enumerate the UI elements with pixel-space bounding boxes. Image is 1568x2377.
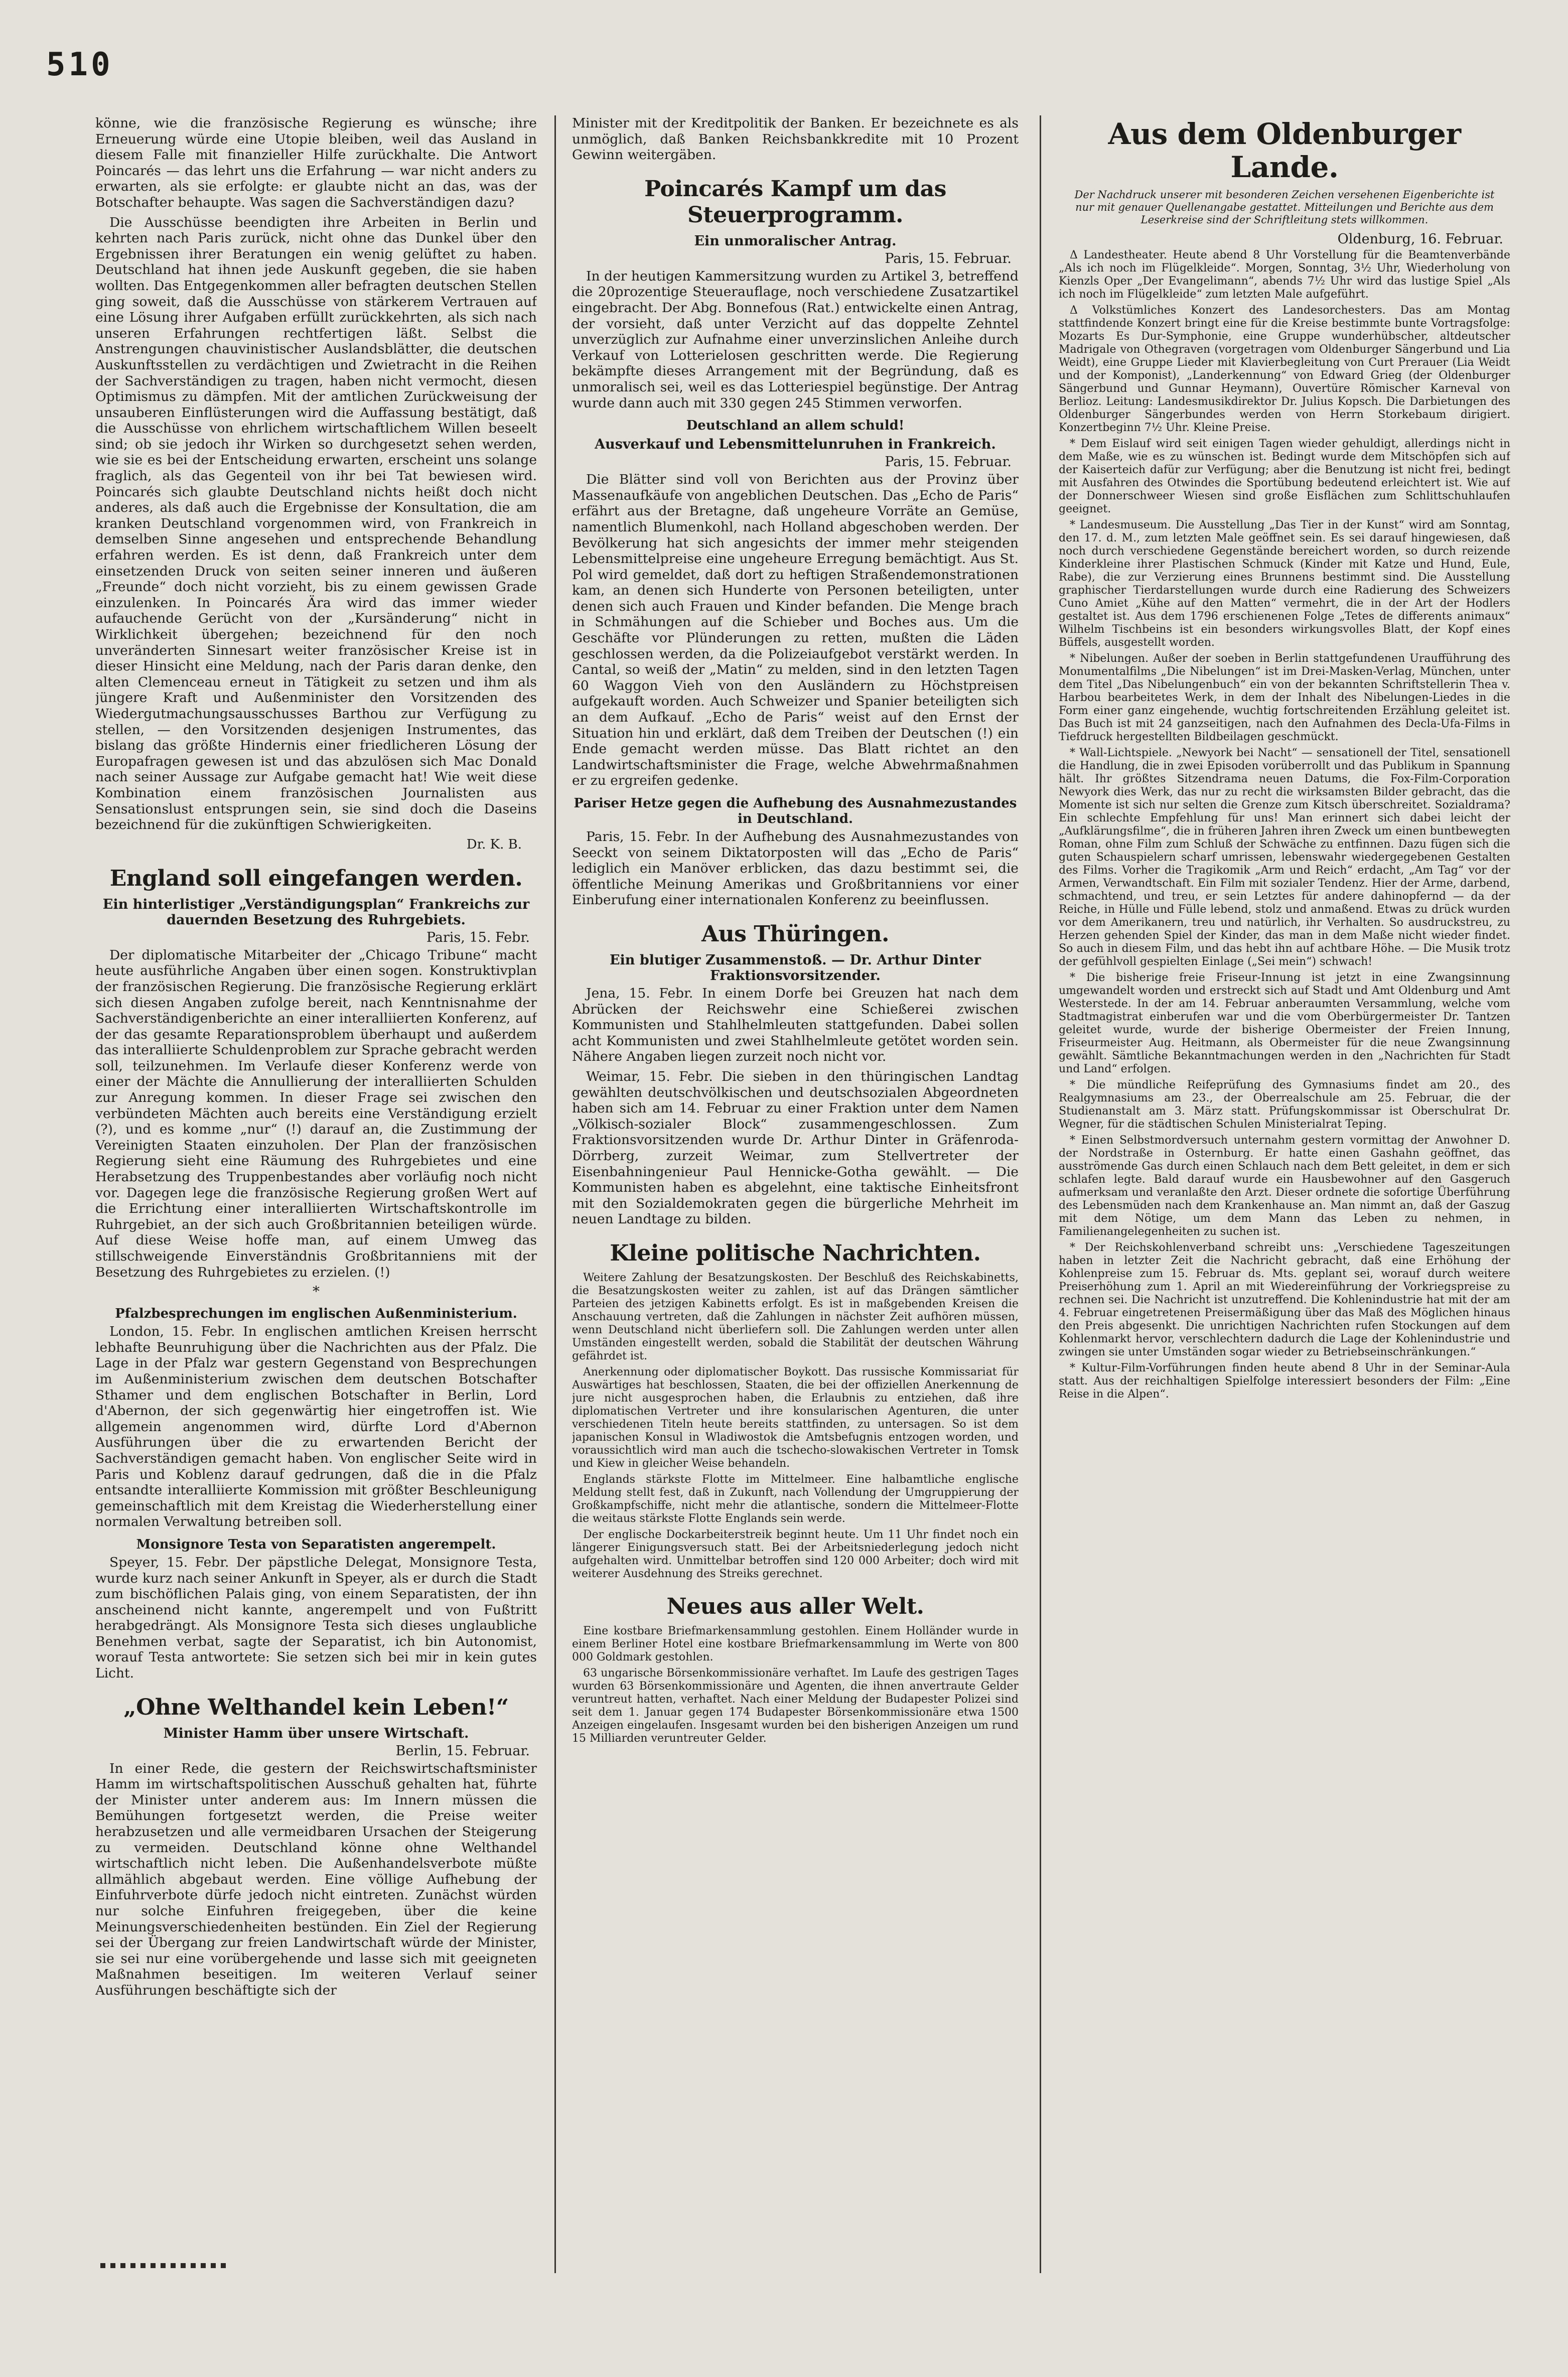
news-item: Weitere Zahlung der Besatzungskosten. Der Beschluß des Reichskabinetts, die Besatzungskosten weiter zu zahlen, ist auf das Drängen sämtlicher Parteien des jetzigen Kabinetts erfolgt. Es ist in maßgebenden Kreisen die Anschauung vertreten, daß die Zahlungen in nächster Zeit aufhören müssen, wenn Deutschland nicht überliefern soll. Die Zahlungen werden unter allen Umständen eingestellt werden, sobald die Stabilität der deutschen Währung gefährdet ist. <box>572 1271 1019 1362</box>
article-subtitle-welthandel: Minister Hamm über unsere Wirtschaft. <box>163 1725 469 1741</box>
news-item: Anerkennung oder diplomatischer Boykott. Das russische Kommissariat für Auswärtiges hat beschlossen, Staaten, die bei der offiziellen Anerkennung de jure nicht ausgesprochen haben, die Erlaubnis zu entziehen, daß ihre diplomatischen Vertreter und ihre konsularischen Agenturen, die unter verschiedenen Titeln heute bereits stattfinden, zu untersagen. So ist dem japanischen Konsul in Wladiwostok die Amtsbefugnis entzogen worden, und voraussichtlich wird man auch die tschecho-slowakischen Vertreter in Tomsk und Kiew in gleicher Weise behandeln. <box>572 1365 1019 1470</box>
local-news-item: * Einen Selbstmordversuch unternahm gestern vormittag der Anwohner D. der Nordstraße in Osternburg. Er hatte einen Gashahn geöffnet, das ausströmende Gas durch einen Schlauch nach dem Bett geleitet, in dem er sich schlafen legte. Bald darauf wurde ein Hausbewohner auf den Gasgeruch aufmerksam und veranlaßte den Arzt. Dieser ordnete die sofortige Überführung des Lebensmüden nach dem Krankenhause an. Man nimmt an, daß der Gaszug mit dem Nötige, um dem Mann das Leben zu nehmen, in Familienangelegenheiten zu suchen ist. <box>1059 1134 1510 1238</box>
local-news-item: * Die bisherige freie Friseur-Innung ist jetzt in eine Zwangsinnung umgewandelt worden und erstreckt sich auf Stadt und Amt Oldenburg und Amt Westerstede. In der am 14. Februar anberaumten Versammlung, welche vom Stadtmagistrat einberufen war und die vom Oberbürgermeister Dr. Tantzen geleitet wurde, wurde der bisherige Obermeister der Freien Innung, Friseurmeister Aug. Heitmann, als Obermeister für die neue Zwangsinnung gewählt. Sämtliche Bekanntmachungen werden in den „Nachrichten für Stadt und Land“ erfolgen. <box>1059 971 1510 1075</box>
article-paragraph: Der diplomatische Mitarbeiter der „Chicago Tribune“ macht heute ausführliche Angaben über einen sogen. Konstruktivplan der französischen Regierung. Die französische Regierung erklärt sich diesen Angaben zufolge bereit, nach Kenntnisnahme der Sachverständigenberichte an einer interalliierten Konferenz, auf der das gesamte Reparationsproblem überhaupt und außerdem das interalliierte Schuldenproblem zur Sprache gebracht werden soll, teilzunehmen. Im Verlaufe dieser Konferenz werde von einer der Mächte die Annullierung der interalliierten Schulden zur Anregung kommen. In dieser Frage sei zwischen den verbündeten Mächten auch bereits eine Verständigung erzielt (?), und es komme „nur“ (!) darauf an, die Zustimmung der Vereinigten Staaten einzuholen. Der Plan der französischen Regierung sieht eine Räumung des Ruhrgebietes und eine Herabsetzung des Truppenbestandes aber vorläufig noch nicht vor. Dagegen lege die französische Regierung großen Wert auf die Errichtung einer interalliierten Wirtschaftskontrolle im Ruhrgebiet, an der sich auch Großbritannien beteiligen würde. Auf diese Weise hoffe man, auf einem Umweg das stillschweigende Einverständnis Großbritanniens mit der Besetzung des Ruhrgebietes zu erzielen. (!) <box>95 947 537 1280</box>
local-news-item: * Nibelungen. Außer der soeben in Berlin stattgefundenen Uraufführung des Monumentalfilms „Die Nibelungen“ ist im Drei-Masken-Verlag, München, unter dem Titel „Das Nibelungenbuch“ ein von der bekannten Schriftstellerin Thea v. Harbou bearbeitetes Werk, in dem der Inhalt des Nibelungen-Liedes in die Form einer ganz eingehende, wuchtig fortschreitenden Erzählung geleitet ist. Das Buch ist mit 24 ganzseitigen, nach den Aufnahmen des Decla-Ufa-Films in Tiefdruck hergestellten Bildbeilagen geschmückt. <box>1059 652 1510 743</box>
opening-paragraph: Die Ausschüsse beendigten ihre Arbeiten in Berlin und kehrten nach Paris zurück, nicht ohne das Dunkel über den Ergebnissen ihrer Beratungen ein wenig gelüftet zu haben. Deutschland hat ihnen jede Auskunft gegeben, die sie haben wollten. Das Entgegenkommen aller befragten deutschen Stellen ging soweit, daß die Ausschüsse von stärkerem Vertrauen auf eine Lösung ihrer Aufgaben erfüllt zurückkehrten, als sich nach unseren Erfahrungen rechtfertigen läßt. Selbst die Anstrengungen chauvinistischer Auslandsblätter, die deutschen Auskunftsstellen zu verdächtigen und Zwietracht in die Reihen der Sachverständigen zu tragen, haben nicht vermocht, diesen Optimismus zu dämpfen. Mit der amtlichen Zurückweisung der unsauberen Einflüsterungen wird die Auffassung bestätigt, daß die Ausschüsse von ehrlichem wirtschaftlichem Willen beseelt sind; ob sie jedoch ihr Wirken so durchgesetzt sehen werden, wie sie es bei der Entscheidung erwarten, erscheint uns solange fraglich, als das Gegenteil von ihr bei Tat bewiesen wird. Poincarés sich glaubte Deutschland nichts heißt doch nicht anderes, als daß auch die Ergebnisse der Konsultation, die am kranken Deutschland vorgenommen wird, von Frankreich in demselben Sinne angesehen und entsprechende Behandlung erfahren werden. Es ist denn, daß Frankreich unter dem einsetzenden Druck von seiten seiner inneren und äußeren „Freunde“ doch nicht vorzieht, bis zu einem gewissen Grade einzulenken. In Poincarés Ära wird das immer wieder aufauchende Gerücht von der „Kursänderung“ nicht in Wirklichkeit übergehen; bezeichnend für den noch unveränderten Sinnesart weiter französischer Kreise ist in dieser Hinsicht eine Meldung, nach der Paris daran denke, den alten Clemenceau erneut in Tätigkeit zu setzen und ihm als jüngere Kraft und Außenminister den Vorsitzenden des Wiedergutmachungsausschusses Barthou zur Verfügung zu stellen, — den Vorsitzenden desjenigen Instrumentes, das bislang das größte Hindernis einer friedlicheren Lösung der Europafragen gewesen ist und das abzulösen sich Mac Donald nach seiner Aussage zur Aufgabe gemacht hat! Wie weit diese Kombination einem französischen Journalisten aus Sensationslust entsprungen sein, sie sind doch die Daseins bezeichnend für die zukünftigen Schwierigkeiten. <box>95 214 537 833</box>
article-paragraph: London, 15. Febr. In englischen amtlichen Kreisen herrscht lebhafte Beunruhigung über die Nachrichten aus der Pfalz. Die Lage in der Pfalz war gestern Gegenstand von Besprechungen im Außenministerium zwischen dem deutschen Botschafter Sthamer und dem englischen Botschafter in Berlin, Lord d'Abernon, der sich gegenwärtig hier eingetroffen ist. Wie allgemein angenommen wird, dürfte Lord d'Abernon Ausführungen über die zu erwartenden Bericht der Sachverständigen gemacht haben. Von englischer Seite wird in Paris und Koblenz darauf gedrungen, daß die in die Pfalz entsandte interalliierte Kommission mit größter Beschleunigung gemeinschaftlich mit dem Kreistag die Wiederherstellung einer normalen Verwaltung betreiben soll. <box>95 1324 537 1530</box>
dateline: Oldenburg, 16. Februar. <box>1337 231 1503 247</box>
local-news-item: * Der Reichskohlenverband schreibt uns: „Verschiedene Tageszeitungen haben in letzter Zeit die Nachricht gebracht, daß eine Erhöhung der Kohlenpreise zum 15. Februar ds. Mts. geplant sei, worauf durch weitere Preiserhöhung zum 1. April an mit Wiedereinführung der Vorkriegspreise zu rechnen sei. Die Nachricht ist unzutreffend. Die Kohlenindustrie hat mit der am 4. Februar eingetretenen Preisermäßigung über das Maß des Möglichen hinaus den Preis abgesenkt. Die unrichtigen Nachrichten rufen Stockungen auf dem Kohlenmarkt hervor, verschlechtern dadurch die Lage der Kohlenindustrie und zwingen sie unter Umständen sogar wieder zu Betriebseinschränkungen.“ <box>1059 1241 1510 1358</box>
section-headline-oldenburg: Aus dem Oldenburger Lande. <box>1108 117 1461 184</box>
page-number: 510 <box>46 46 113 83</box>
local-news-item: * Landesmuseum. Die Ausstellung „Das Tier in der Kunst“ wird am Sonntag, den 17. d. M., zum letzten Male geöffnet sein. Es sei darauf hingewiesen, daß noch durch verschiedene Gegenstände bereichert worden, so durch reizende Kinderkleine ihrer Plastischen Schmuck (Kinder mit Katze und Hund, Eule, Rabe), die zur Verzierung eines Brunnens bestimmt sind. Die Ausstellung graphischer Tierdarstellungen wurde durch eine Radierung des Schweizers Cuno Amiet „Kühe auf den Matten“ vermehrt, die in der Art der Hodlers gestaltet ist. Aus dem 1796 erschienenen Folge „Tetes de differents animaux“ Wilhelm Tischbeins ist ein besonders wirkungsvolles Blatt, der Kopf eines Büffels, ausgestellt worden. <box>1059 519 1510 649</box>
article-subtitle-england: Ein hinterlistiger „Verständigungsplan“ Frankreichs zur dauernden Besetzung des Ruhrgebiets. <box>102 896 530 928</box>
article-subtitle-poincare: Ein unmoralischer Antrag. <box>694 233 897 249</box>
local-news-item: * Kultur-Film-Vorführungen finden heute abend 8 Uhr in der Seminar-Aula statt. Aus der reichhaltigen Spielfolge interessiert besonders der Film: „Eine Reise in die Alpen“. <box>1059 1362 1510 1401</box>
author-signature: Dr. K. B. <box>466 836 522 852</box>
article-headline-thueringen: Aus Thüringen. <box>701 921 889 947</box>
column-rule-left <box>554 115 556 2273</box>
column-left <box>95 115 537 2273</box>
article-paragraph: Paris, 15. Febr. In der Aufhebung des Ausnahmezustandes von Seeckt von seinem Diktatorposten will das „Echo de Paris“ lediglich ein Manöver erblicken, das dazu bestimmt sei, die öffentliche Meinung Amerikas und Großbritanniens vor einer Einberufung einer internationalen Konferenz zu beeinflussen. <box>572 829 1019 908</box>
article-subtitle-deutschland: Ausverkauf und Lebensmittelunruhen in Frankreich. <box>595 437 996 453</box>
article-headline-kleine: Kleine politische Nachrichten. <box>610 1240 981 1266</box>
article-paragraph: Jena, 15. Febr. In einem Dorfe bei Greuzen hat nach dem Abrücken der Reichswehr eine Schießerei zwischen Kommunisten und Stahlhelmleuten stattgefunden. Dabei sollen acht Kommunisten und zwei Stahlhelmleute getötet worden sein. Nähere Angaben liegen zurzeit noch nicht vor. <box>572 985 1019 1065</box>
article-paragraph: Weimar, 15. Febr. Die sieben in den thüringischen Landtag gewählten deutschvölkischen und deutschsozialen Abgeordneten haben sich am 14. Februar zu einer Fraktion unter dem Namen „Völkisch-sozialer Block“ zusammengeschlossen. Zum Fraktionsvorsitzenden wurde Dr. Arthur Dinter in Gräfenroda-Dörrberg, zurzeit Weimar, zum Stellvertreter der Eisenbahningenieur Paul Hennicke-Gotha gewählt. — Die Kommunisten haben es abgelehnt, eine taktische Einheitsfront mit den Sozialdemokraten gegen die bürgerliche Mehrheit im neuen Landtage zu bilden. <box>572 1068 1019 1227</box>
section-note: Der Nachdruck unserer mit besonderen Zeichen versehenen Eigenberichte ist nur mit genauer Quellenangabe gestattet. Mitteilungen und Berichte aus dem Leserkreise sind der Schriftleitung stets willkommen. <box>1074 189 1495 226</box>
article-headline-england: England soll eingefangen werden. <box>109 865 523 891</box>
opening-paragraph: könne, wie die französische Regierung es wünsche; ihre Erneuerung würde eine Utopie bleiben, weil das Ausland in diesem Falle mit finanzieller Hilfe zurückhalte. Die Antwort Poincarés — das lehrt uns die Erfahrung — war nicht anders zu erwarten, als sie erfolgte: er glaubte nicht an das, was der Botschafter behaupte. Was sagen die Sachverständigen dazu? <box>95 115 537 210</box>
dateline: Paris, 15. Februar. <box>885 454 1012 470</box>
local-news-item: * Dem Eislauf wird seit einigen Tagen wieder gehuldigt, allerdings nicht in dem Maße, wie es zu wünschen ist. Bedingt wurde dem Mitschöpfen sich auf der Kaiserteich dafür zur Verfügung; aber die Benutzung ist nicht frei, bedingt mit Ausfahren des Otwindes die Sportübung bedeutend erleichtert ist. Wie auf der Donnerschweer Wiesen sind große Eisflächen zum Schlittschuhlaufen geeignet. <box>1059 438 1510 515</box>
news-item: Eine kostbare Briefmarkensammlung gestohlen. Einem Holländer wurde in einem Berliner Hotel eine kostbare Briefmarkensammlung im Werte von 800 000 Goldmark gestohlen. <box>572 1624 1019 1663</box>
local-news-item: * Wall-Lichtspiele. „Newyork bei Nacht“ — sensationell der Titel, sensationell die Handlung, die in zwei Episoden vorüberrollt und das Publikum in Spannung hält. Ihr größtes Sitzendrama neuen Datums, die Fox-Film-Corporation Newyork dies Werk, das nur zu recht die wirksamsten Bilder gebracht, das die Momente ist sich nur selten die Grenze zum Kitsch überschreitet. Sozialdrama? Ein schlechte Empfehlung für uns! Man erinnert sich dabei leicht der „Aufklärungsfilme“, die in früheren Jahren ihren Zweck um einen buntbewegten Roman, ohne Film zum Schluß der Schwäche zu entfinnen. Dazu fügen sich die guten Schauspielern scharf umrissen, lebenswahr wiedergegebenen Gestalten des Films. Vorher die Tragikomik „Arm und Reich“ erdacht, „Am Tag“ vor der Armen, Verwandtschaft. Ein Film mit sozialer Tendenz. Hier der Arme, darbend, schmachtend, und treu, er sein Letztes für andere dahinopfernd — da der Reiche, in Hülle und Fülle lebend, stolz und anmaßend. Etwas zu drück wurden vor dem Amerikanern, treu und natürlich, ihr Verhalten. So ausdruckstreu, zu Herzen gehenden Spiel der Kinder, das man in dem Maße nicht wieder findet. So auch in diesem Film, und das hebt ihn auf achtbare Höhe. — Die Musik trotz der gefühlvoll gespielten Einlage („Sei mein“) schwach! <box>1059 747 1510 968</box>
article-headline-deutschland: Deutschland an allem schuld! <box>686 418 905 434</box>
dateline: Berlin, 15. Februar. <box>395 1743 530 1759</box>
article-paragraph: In einer Rede, die gestern der Reichswirtschaftsminister Hamm im wirtschaftspolitischen Ausschuß gehalten hat, führte der Minister unter anderem aus: Im Innern müssen die Bemühungen fortgesetzt werden, die Preise weiter herabzusetzen und alle vermeidbaren Ursachen der Steigerung zu vermeiden. Deutschland könne ohne Welthandel wirtschaftlich nicht leben. Die Außenhandelsverbote müßte allmählich abgebaut werden. Eine völlige Aufhebung der Einfuhrverbote dürfe jedoch nicht eintreten. Zunächst würden nur solche Einfuhren freigegeben, über die keine Meinungsverschiedenheiten bestünden. Ein Ziel der Regierung sei der Übergang zur freien Landwirtschaft würde der Minister, sie sei nur eine vorübergehende und lasse sich mit geeigneten Maßnahmen beseitigen. Im weiteren Verlauf seiner Ausführungen beschäftigte sich der <box>95 1760 537 1998</box>
dateline: Paris, 15. Febr. <box>426 929 530 945</box>
article-headline-welthandel: „Ohne Welthandel kein Leben!“ <box>123 1694 509 1720</box>
local-news-item: * Die mündliche Reifeprüfung des Gymnasiums findet am 20., des Realgymnasiums am 23., der Oberrealschule am 25. Februar, die der Studienanstalt am 3. März statt. Prüfungskommissar ist Oberschulrat Dr. Wegner, für die städtischen Schulen Ministerialrat Teping. <box>1059 1079 1510 1131</box>
print-mark <box>100 2263 231 2268</box>
column-rule-right <box>1040 115 1041 2273</box>
article-subtitle-thueringen: Ein blutiger Zusammenstoß. — Dr. Arthur Dinter Fraktionsvorsitzender. <box>609 952 981 984</box>
column-middle <box>572 115 1019 2273</box>
article-paragraph: Speyer, 15. Febr. Der päpstliche Delegat, Monsignore Testa, wurde kurz nach seiner Ankunft in Speyer, als er durch die Stadt zum bischöflichen Palais ging, von einem Separatisten, der ihn anscheinend nicht kannte, angerempelt und von Fußtritt herabgedrängt. Als Monsignore Testa sich dieses unglaubliche Benehmen verbat, sagte der Separatist, ich bin Autonomist, worauf Testa antwortete: Sie setzen sich bei mir in kein gutes Licht. <box>95 1554 537 1682</box>
article-headline-neues: Neues aus aller Welt. <box>666 1593 924 1619</box>
news-item: 63 ungarische Börsenkommissionäre verhaftet. Im Laufe des gestrigen Tages wurden 63 Börsenkommissionäre und Agenten, die ihnen anvertraute Gelder veruntreut hatten, verhaftet. Nach einer Meldung der Budapester Polizei sind seit dem 1. Januar gegen 174 Budapester Börsenkommissionäre etwa 1500 Anzeigen eingelaufen. Insgesamt wurden bei den bisherigen Anzeigen um rund 15 Milliarden veruntreuter Gelder. <box>572 1666 1019 1745</box>
dateline: Paris, 15. Februar. <box>885 250 1012 266</box>
article-headline-pfalz: Pfalzbesprechungen im englischen Außenministerium. <box>115 1306 517 1322</box>
separator-star: * <box>313 1283 320 1300</box>
article-headline-testa: Monsignore Testa von Separatisten angerempelt. <box>136 1536 496 1552</box>
local-news-item: Δ Landestheater. Heute abend 8 Uhr Vorstellung für die Beamtenverbände „Als ich noch im Flügelkleide“. Morgen, Sonntag, 3½ Uhr, Wiederholung von Kienzls Oper „Der Evangelimann“, abends 7½ Uhr wird das lustige Spiel „Als ich noch im Flügelkleide“ zum letzten Male aufgeführt. <box>1059 249 1510 301</box>
article-paragraph: In der heutigen Kammersitzung wurden zu Artikel 3, betreffend die 20prozentige Steuerauflage, noch verschiedene Zusatzartikel eingebracht. Der Abg. Bonnefous (Rat.) entwickelte einen Antrag, der vorsieht, daß unter Verzicht auf das doppelte Zehntel unverzüglich zur Aufnahme einer unverzinslichen Anleihe durch Verkauf von Lotterielosen geschritten werde. Die Regierung bekämpfte dieses Arrangement mit der Begründung, daß es unmoralisch sei, weil es das Lotteriespiel begünstige. Der Antrag wurde dann auch mit 330 gegen 245 Stimmen verworfen. <box>572 268 1019 411</box>
article-headline-poincare: Poincarés Kampf um das Steuerprogramm. <box>644 176 946 228</box>
news-item: Englands stärkste Flotte im Mittelmeer. Eine halbamtliche englische Meldung stellt fest, daß in Zukunft, nach Vollendung der Umgruppierung der Großkampfschiffe, nicht mehr die atlantische, sondern die Mittelmeer-Flotte die weitaus stärkste Flotte Englands sein werde. <box>572 1473 1019 1525</box>
article-paragraph: Die Blätter sind voll von Berichten aus der Provinz über Massenaufkäufe von angeblichen Deutschen. Das „Echo de Paris“ erfährt aus der Bretagne, daß ungeheure Vorräte an Gemüse, namentlich Blumenkohl, nach Holland abgeschoben werden. Der Bevölkerung hat sich angesichts der immer mehr steigenden Lebensmittelpreise eine ungeheure Erregung bemächtigt. Aus St. Pol wird gemeldet, daß dort zu heftigen Straßendemonstrationen kam, an denen sich Hunderte von Personen beteiligten, unter denen sich auch Frauen und Kinder befanden. Die Menge brach in Schmähungen auf die Schieber und Boches aus. Um die Geschäfte vor Plünderungen zu retten, mußten die Läden geschlossen werden, da die Polizeiaufgebot verstärkt werden. In Cantal, so weiß der „Matin“ zu melden, sind in den letzten Tagen 60 Waggon Vieh von den Ausländern zu Höchstpreisen aufgekauft worden. Auch Schweizer und Spanier beteiligten sich an dem Aufkauf. „Echo de Paris“ weist auf den Ernst der Situation hin und erklärt, daß dem Treiben der Deutschen (!) ein Ende gemacht werden müsse. Das Blatt richtet an den Landwirtschaftsminister die Frage, welche Abwehrmaßnahmen er zu ergreifen gedenke. <box>572 472 1019 789</box>
local-news-item: Δ Volkstümliches Konzert des Landesorchesters. Das am Montag stattfindende Konzert bringt eine für die Kreise bestimmte bunte Vortragsfolge: Mozarts Es Dur-Symphonie, eine Gruppe wunderhübscher, altdeutscher Madrigale von Othegraven (vorgetragen vom Oldenburger Sängerbund und Lia Weidt), eine Gruppe Lieder mit Klavierbegleitung von Curt Prerauer (Lia Weidt und der Komponist), „Landerkennung“ von Edward Grieg (der Oldenburger Sängerbund und Gunnar Heymann), Ouvertüre Römischer Karneval von Berlioz. Leitung: Landesmusikdirektor Dr. Julius Kopsch. Die Darbietungen des Oldenburger Sängerbundes werden von Herrn Storkebaum dirigiert. Konzertbeginn 7½ Uhr. Kleine Preise. <box>1059 304 1510 434</box>
column-right <box>1059 115 1510 2273</box>
news-item: Der englische Dockarbeiterstreik beginnt heute. Um 11 Uhr findet noch ein längerer Einigungsversuch statt. Bei der Arbeitsniederlegung jedoch nicht aufgehalten wird. Unmittelbar betroffen sind 120 000 Arbeiter; doch wird mit weiterer Ausdehnung des Streiks gerechnet. <box>572 1528 1019 1580</box>
article-headline-hetze: Pariser Hetze gegen die Aufhebung des Ausnahmezustandes in Deutschland. <box>574 796 1017 826</box>
opening-paragraph: Minister mit der Kreditpolitik der Banken. Er bezeichnete es als unmöglich, daß Banken Reichsbankkredite mit 10 Prozent Gewinn weitergäben. <box>572 115 1019 163</box>
